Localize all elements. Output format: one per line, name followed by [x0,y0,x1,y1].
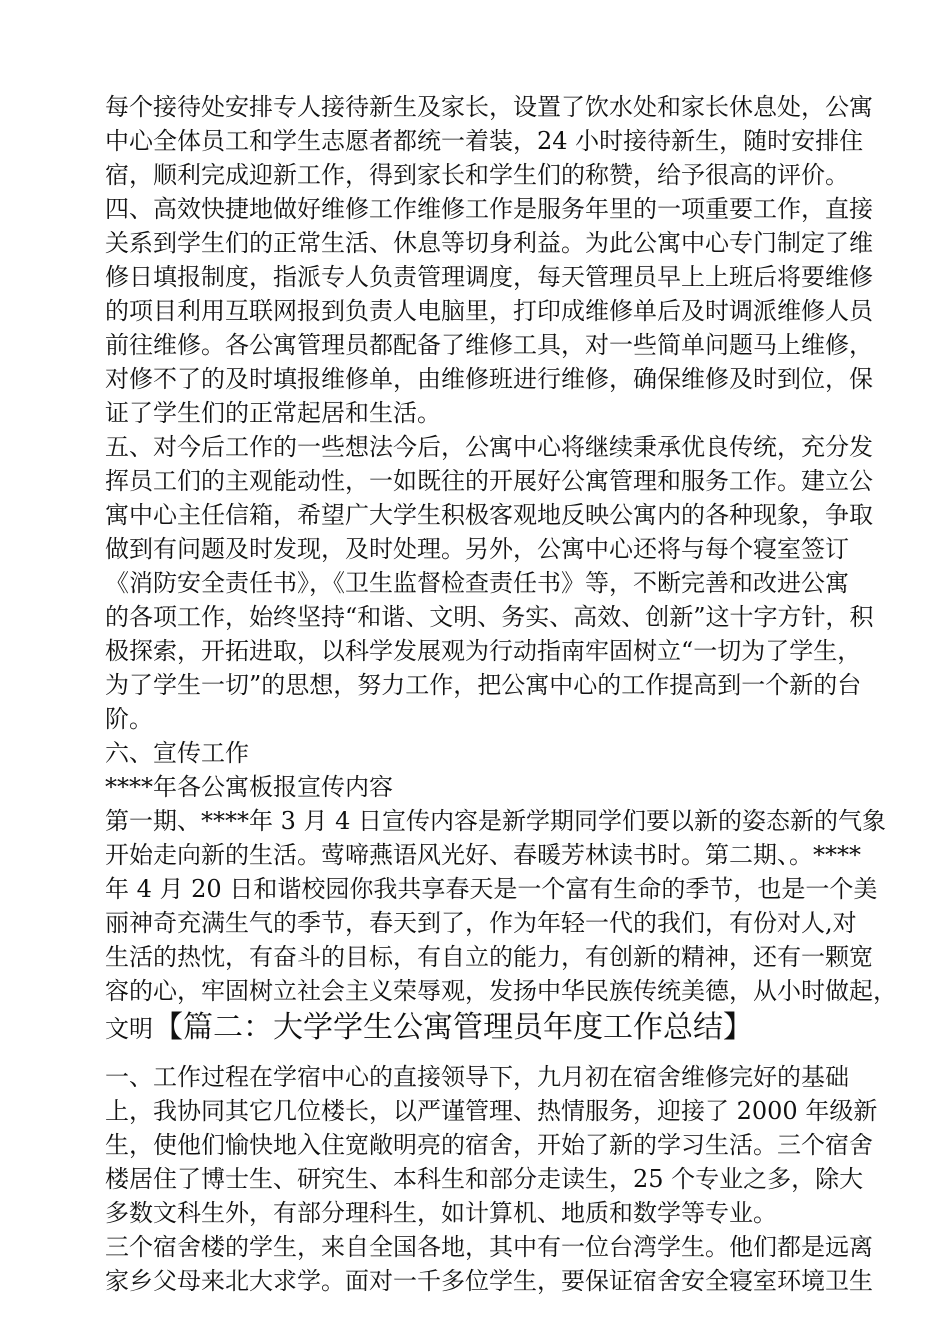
text-line: 家乡父母来北大求学。面对一千多位学生，要保证宿舍安全寝室环境卫生 [105,1267,873,1295]
text-line: 生，使他们愉快地入住宽敞明亮的宿舍，开始了新的学习生活。三个宿舍 [105,1131,873,1159]
text-line: 生活的热忱，有奋斗的目标，有自立的能力，有创新的精神，还有一颗宽 [105,943,873,971]
text-line: 丽神奇充满生气的季节，春天到了，作为年轻一代的我们，有份对人,对 [105,909,857,937]
text-line: 宿，顺利完成迎新工作，得到家长和学生们的称赞，给予很高的评价。 [105,161,849,189]
section-heading: 六、宣传工作 [105,739,249,767]
text-line: 为了学生一切”的思想，努力工作，把公寓中心的工作提高到一个新的台 [105,671,862,699]
text-line: 三个宿舍楼的学生，来自全国各地，其中有一位台湾学生。他们都是远离 [105,1233,873,1261]
text-line: 中心全体员工和学生志愿者都统一着装，24 小时接待新生，随时安排住 [105,127,864,155]
text-line: 多数文科生外，有部分理科生，如计算机、地质和数学等专业。 [105,1199,777,1227]
text-line: 挥员工们的主观能动性，一如既往的开展好公寓管理和服务工作。建立公 [105,467,873,495]
text-line: 四、高效快捷地做好维修工作维修工作是服务年里的一项重要工作，直接 [105,195,873,223]
text-line: 前往维修。各公寓管理员都配备了维修工具，对一些简单问题马上维修， [105,331,873,359]
text-line: 五、对今后工作的一些想法今后，公寓中心将继续秉承优良传统，充分发 [105,433,873,461]
text-line: 的各项工作，始终坚持“和谐、文明、务实、高效、创新”这十字方针，积 [105,603,874,631]
text-line: 开始走向新的生活。莺啼燕语风光好、春暖芳林读书时。第二期、。**** [105,841,861,869]
text-line: 寓中心主任信箱，希望广大学生积极客观地反映公寓内的各种现象，争取 [105,501,873,529]
text-line: 一、工作过程在学宿中心的直接领导下，九月初在宿舍维修完好的基础 [105,1063,849,1091]
text-line: 《消防安全责任书》，《卫生监督检查责任书》等，不断完善和改进公寓 [105,569,849,597]
text-line: 阶。 [105,705,153,733]
text-line: 关系到学生们的正常生活、休息等切身利益。为此公寓中心专门制定了维 [105,229,873,257]
heading-line [105,1008,865,1048]
text-line: 极探索，开拓进取，以科学发展观为行动指南牢固树立“一切为了学生， [105,637,862,665]
document-heading: 【篇二：大学学生公寓管理员年度工作总结】 [153,1010,753,1045]
text-line: 容的心，牢固树立社会主义荣辱观，发扬中华民族传统美德，从小时做起， [105,977,897,1005]
text-line: 每个接待处安排专人接待新生及家长，设置了饮水处和家长休息处，公寓 [105,93,873,121]
text-line: 年 4 月 20 日和谐校园你我共享春天是一个富有生命的季节，也是一个美 [105,875,878,903]
text-line: 上，我协同其它几位楼长，以严谨管理、热情服务，迎接了 2000 年级新 [105,1097,878,1125]
text-line: 对修不了的及时填报维修单，由维修班进行维修，确保维修及时到位，保 [105,365,873,393]
text-line: 的项目利用互联网报到负责人电脑里，打印成维修单后及时调派维修人员 [105,297,873,325]
text-line: 做到有问题及时发现，及时处理。另外，公寓中心还将与每个寝室签订 [105,535,849,563]
heading-prefix: 文明 [105,1015,153,1043]
subheading: ****年各公寓板报宣传内容 [105,773,393,801]
text-line: 修日填报制度，指派专人负责管理调度，每天管理员早上上班后将要维修 [105,263,873,291]
text-line: 楼居住了博士生、研究生、本科生和部分走读生，25 个专业之多，除大 [105,1165,864,1193]
text-line: 证了学生们的正常起居和生活。 [105,399,441,427]
text-line: 第一期、****年 3 月 4 日宣传内容是新学期同学们要以新的姿态新的气象 [105,807,887,835]
